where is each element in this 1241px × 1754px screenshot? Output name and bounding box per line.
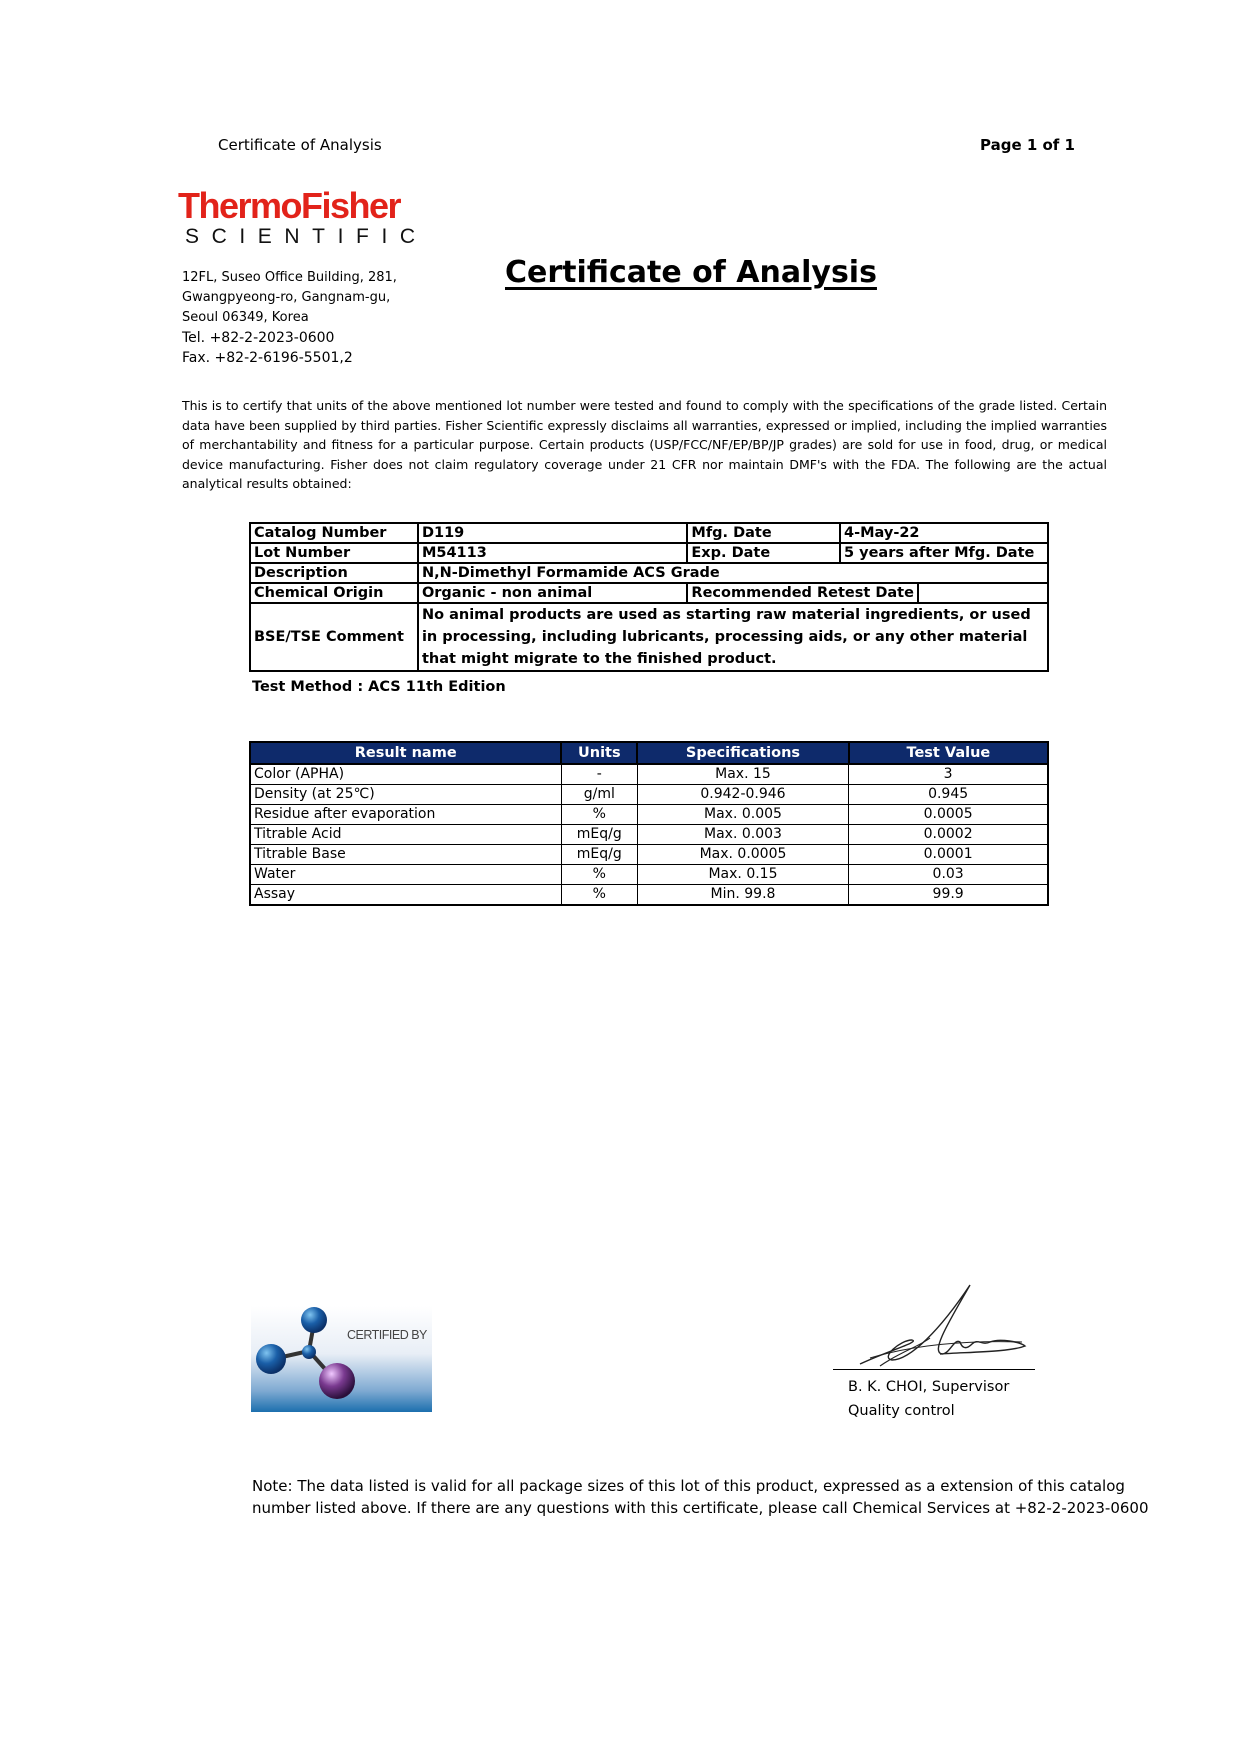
catalog-value: D119 — [418, 523, 687, 543]
table-row — [250, 583, 1048, 603]
certified-by-logo — [251, 1306, 432, 1412]
result-name: Residue after evaporation — [250, 805, 561, 825]
column-header: Result name — [250, 742, 561, 764]
bse-label: BSE/TSE Comment — [250, 603, 418, 671]
result-specification: Max. 0.15 — [637, 865, 849, 885]
result-name: Titrable Base — [250, 845, 561, 865]
note-line: Note: The data listed is valid for all package sizes of this lot of this product, expressed as a extension of this catalog — [252, 1477, 1125, 1495]
result-specification: 0.942-0.946 — [637, 785, 849, 805]
column-header: Test Value — [849, 742, 1048, 764]
column-header: Specifications — [637, 742, 849, 764]
result-name: Density (at 25℃) — [250, 785, 561, 805]
exp-date-label: Exp. Date — [687, 543, 840, 563]
result-test-value: 0.0001 — [849, 845, 1048, 865]
column-header: Units — [561, 742, 637, 764]
exp-date-value: 5 years after Mfg. Date — [840, 543, 1048, 563]
signatory-name: B. K. CHOI, Supervisor — [848, 1379, 1010, 1395]
certification-statement: This is to certify that units of the above mentioned lot number were tested and found to comply with the specifications of the grade listed. Certain data have been supplied by third parties. Fisher Scientific expressly disclaims all warranties, expressed or implied, including the implied warranties of merchantability and fitness for a particular purpose. Certain products (USP/FCC/NF/EP/BP/JP grades) are sold for use in food, drug, or medical device manufacturing. Fisher does not claim regulatory coverage under 21 CFR nor maintain DMF's with the FDA. The following are the actual analytical results obtained: — [182, 398, 1107, 491]
fax: Fax. +82-2-6196-5501,2 — [182, 350, 353, 366]
result-specification: Max. 0.0005 — [637, 845, 849, 865]
result-test-value: 3 — [849, 764, 1048, 785]
bse-value: No animal products are used as starting raw material ingredients, or used in processing, including lubricants, processing aids, or any other material that might migrate to the finished product. — [418, 603, 1048, 671]
table-row — [250, 885, 1048, 906]
table-row — [250, 764, 1048, 785]
table-row — [250, 563, 1048, 583]
result-units: % — [561, 805, 637, 825]
result-units: g/ml — [561, 785, 637, 805]
catalog-label: Catalog Number — [250, 523, 418, 543]
result-specification: Max. 0.003 — [637, 825, 849, 845]
result-test-value: 0.945 — [849, 785, 1048, 805]
signatory-department: Quality control — [848, 1403, 955, 1419]
signature-line — [833, 1369, 1035, 1370]
address-line: Gwangpyeong-ro, Gangnam-gu, — [182, 290, 391, 305]
table-row — [250, 865, 1048, 885]
mfg-date-value: 4-May-22 — [840, 523, 1048, 543]
footer-note — [252, 1475, 1149, 1519]
company-address — [182, 268, 397, 368]
result-test-value: 99.9 — [849, 885, 1048, 906]
description-value: N,N-Dimethyl Formamide ACS Grade — [418, 563, 1048, 583]
logo-subtitle: SCIENTIFIC — [185, 225, 428, 248]
table-row — [250, 523, 1048, 543]
retest-value — [918, 583, 1048, 603]
address-line: 12FL, Suseo Office Building, 281, — [182, 270, 397, 285]
retest-label: Recommended Retest Date — [687, 583, 918, 603]
signature-image — [850, 1280, 1030, 1372]
result-units: mEq/g — [561, 825, 637, 845]
telephone: Tel. +82-2-2023-0600 — [182, 330, 335, 346]
company-logo — [178, 185, 428, 249]
table-row — [250, 603, 1048, 671]
lot-value: M54113 — [418, 543, 687, 563]
table-row — [250, 825, 1048, 845]
mfg-date-label: Mfg. Date — [687, 523, 840, 543]
signatory — [848, 1375, 1009, 1423]
result-name: Assay — [250, 885, 561, 906]
note-line: number listed above. If there are any questions with this certificate, please call Chemical Services at +82-2-2023-0600 — [252, 1499, 1149, 1517]
table-header-row — [250, 742, 1048, 764]
table-row — [250, 543, 1048, 563]
result-units: - — [561, 764, 637, 785]
result-specification: Min. 99.8 — [637, 885, 849, 906]
test-method: Test Method : ACS 11th Edition — [252, 679, 506, 695]
result-specification: Max. 15 — [637, 764, 849, 785]
result-specification: Max. 0.005 — [637, 805, 849, 825]
result-units: % — [561, 865, 637, 885]
result-test-value: 0.0002 — [849, 825, 1048, 845]
results-table — [249, 741, 1049, 906]
address-line: Seoul 06349, Korea — [182, 310, 309, 325]
result-name: Titrable Acid — [250, 825, 561, 845]
header-title: Certificate of Analysis — [218, 136, 382, 154]
logo-wordmark: ThermoFisher — [178, 185, 401, 226]
result-test-value: 0.03 — [849, 865, 1048, 885]
product-info-table — [249, 522, 1049, 672]
table-row — [250, 785, 1048, 805]
origin-label: Chemical Origin — [250, 583, 418, 603]
table-row — [250, 845, 1048, 865]
document-title: Certificate of Analysis — [505, 255, 877, 290]
result-name: Color (APHA) — [250, 764, 561, 785]
result-units: mEq/g — [561, 845, 637, 865]
description-label: Description — [250, 563, 418, 583]
result-units: % — [561, 885, 637, 906]
result-test-value: 0.0005 — [849, 805, 1048, 825]
page-number: Page 1 of 1 — [980, 136, 1075, 154]
certified-by-label: CERTIFIED BY — [347, 1328, 427, 1342]
table-row — [250, 805, 1048, 825]
result-name: Water — [250, 865, 561, 885]
origin-value: Organic - non animal — [418, 583, 687, 603]
lot-label: Lot Number — [250, 543, 418, 563]
